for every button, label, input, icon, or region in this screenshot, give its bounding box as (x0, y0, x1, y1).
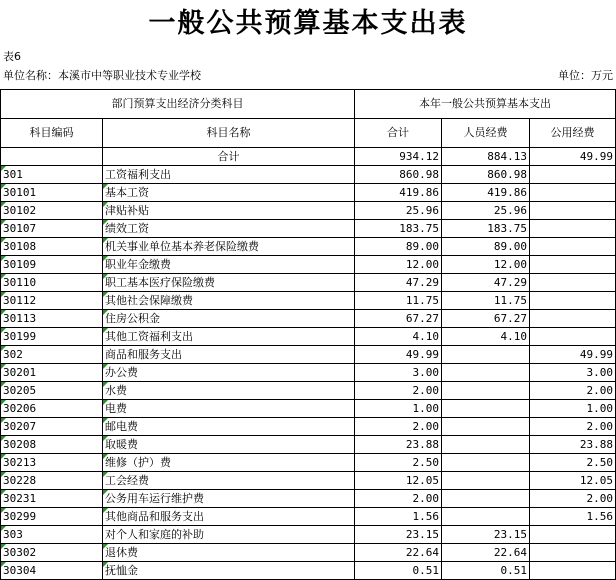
row-code-text: 30112 (3, 294, 37, 307)
row-personnel (442, 238, 530, 256)
row-total (355, 202, 442, 220)
table-row (1, 274, 616, 292)
cell-marker-icon (1, 562, 6, 567)
row-name (103, 328, 355, 346)
row-total-text: 25.96 (405, 204, 439, 217)
row-name (103, 256, 355, 274)
row-total-text: 860.98 (399, 168, 439, 181)
row-code-text: 30113 (3, 312, 37, 325)
row-code (1, 364, 103, 382)
header-code: 科目编码 (1, 119, 103, 148)
row-personnel-text: 860.98 (487, 168, 527, 181)
row-code-text: 30205 (3, 384, 37, 397)
row-public (530, 562, 616, 580)
row-total-text: 2.00 (412, 384, 439, 397)
cell-marker-icon (1, 346, 6, 351)
row-public-text: 2.50 (586, 456, 614, 469)
total-label: 合计 (103, 148, 355, 166)
row-total-text: 419.86 (399, 186, 439, 199)
row-total-text: 3.00 (412, 366, 439, 379)
cell-marker-icon (1, 274, 6, 279)
row-total (355, 490, 442, 508)
row-name (103, 238, 355, 256)
row-public-text: 49.99 (579, 348, 614, 361)
row-name-text: 职工基本医疗保险缴费 (105, 276, 215, 289)
cell-marker-icon (1, 472, 6, 477)
row-total (355, 454, 442, 472)
row-code (1, 454, 103, 472)
cell-marker-icon (1, 436, 6, 441)
row-code-text: 30228 (3, 474, 37, 487)
cell-marker-icon (103, 238, 108, 243)
table-row (1, 166, 616, 184)
cell-marker-icon (1, 418, 6, 423)
cell-marker-icon (103, 436, 108, 441)
header-group-row (1, 90, 616, 119)
row-name-text: 水费 (105, 384, 127, 397)
row-name-text: 公务用车运行维护费 (105, 492, 204, 505)
row-code (1, 400, 103, 418)
row-name (103, 544, 355, 562)
row-code-text: 30208 (3, 438, 37, 451)
row-public-text: 2.00 (586, 492, 614, 505)
row-personnel (442, 292, 530, 310)
row-total-text: 11.75 (405, 294, 439, 307)
row-total-text: 23.15 (405, 528, 439, 541)
row-total (355, 346, 442, 364)
row-personnel (442, 274, 530, 292)
row-name-text: 抚恤金 (105, 564, 138, 577)
row-total (355, 220, 442, 238)
row-name-text: 职业年金缴费 (105, 258, 171, 271)
unit-row (0, 68, 616, 84)
row-name-text: 基本工资 (105, 186, 149, 199)
row-total-text: 23.88 (405, 438, 439, 451)
row-code-text: 30201 (3, 366, 37, 379)
table-row (1, 346, 616, 364)
cell-marker-icon (1, 220, 6, 225)
row-name (103, 454, 355, 472)
row-total-text: 67.27 (405, 312, 439, 325)
row-code-text: 30101 (3, 186, 37, 199)
row-code (1, 256, 103, 274)
row-total-text: 2.00 (412, 420, 439, 433)
row-public (530, 310, 616, 328)
cell-marker-icon (1, 184, 6, 189)
row-code-text: 30109 (3, 258, 37, 271)
row-public (530, 166, 616, 184)
row-total (355, 292, 442, 310)
row-public (530, 328, 616, 346)
cell-marker-icon (1, 256, 6, 261)
row-name-text: 电费 (105, 402, 127, 415)
row-personnel-text: 12.00 (493, 258, 527, 271)
row-public (530, 472, 616, 490)
row-public (530, 382, 616, 400)
cell-marker-icon (103, 274, 108, 279)
row-code (1, 418, 103, 436)
total-personnel: 884.13 (442, 148, 530, 166)
row-public-text: 12.05 (579, 474, 614, 487)
header-economic-classification: 部门预算支出经济分类科目 (1, 90, 355, 119)
row-total-text: 0.51 (412, 564, 439, 577)
row-personnel-text: 11.75 (493, 294, 527, 307)
row-code-text: 30206 (3, 402, 37, 415)
cell-marker-icon (1, 166, 6, 171)
row-code (1, 328, 103, 346)
table-row (1, 364, 616, 382)
row-name-text: 商品和服务支出 (105, 348, 182, 361)
row-total-text: 47.29 (405, 276, 439, 289)
total-public: 49.99 (530, 148, 616, 166)
cell-marker-icon (1, 238, 6, 243)
row-total-text: 49.99 (405, 348, 439, 361)
row-public-text: 1.56 (586, 510, 614, 523)
cell-marker-icon (103, 202, 108, 207)
row-code (1, 274, 103, 292)
table-row (1, 220, 616, 238)
cell-marker-icon (103, 418, 108, 423)
row-personnel (442, 382, 530, 400)
row-personnel-text: 67.27 (493, 312, 527, 325)
row-code (1, 202, 103, 220)
row-public (530, 526, 616, 544)
row-public (530, 544, 616, 562)
row-personnel (442, 346, 530, 364)
cell-marker-icon (103, 490, 108, 495)
row-name (103, 202, 355, 220)
table-row (1, 418, 616, 436)
row-code (1, 436, 103, 454)
row-public-text: 1.00 (586, 402, 614, 415)
row-public (530, 454, 616, 472)
row-name (103, 382, 355, 400)
row-name (103, 310, 355, 328)
row-public (530, 256, 616, 274)
row-code (1, 472, 103, 490)
row-code-text: 30299 (3, 510, 37, 523)
header-basic-expenditure: 本年一般公共预算基本支出 (355, 90, 616, 119)
row-name (103, 364, 355, 382)
header-public: 公用经费 (530, 119, 616, 148)
row-name-text: 取暖费 (105, 438, 138, 451)
row-personnel-text: 23.15 (493, 528, 527, 541)
row-name-text: 住房公积金 (105, 312, 160, 325)
row-code (1, 292, 103, 310)
table-row (1, 508, 616, 526)
table-row (1, 382, 616, 400)
row-personnel (442, 454, 530, 472)
table-row (1, 328, 616, 346)
cell-marker-icon (1, 508, 6, 513)
table-row (1, 256, 616, 274)
header-column-row (1, 119, 616, 148)
row-code (1, 310, 103, 328)
row-name (103, 418, 355, 436)
row-code (1, 220, 103, 238)
row-personnel (442, 472, 530, 490)
row-name (103, 436, 355, 454)
row-code (1, 382, 103, 400)
row-name-text: 其他商品和服务支出 (105, 510, 204, 523)
row-total (355, 526, 442, 544)
row-total-text: 1.56 (412, 510, 439, 523)
row-personnel (442, 436, 530, 454)
cell-marker-icon (1, 310, 6, 315)
row-total (355, 166, 442, 184)
cell-marker-icon (103, 184, 108, 189)
row-public (530, 292, 616, 310)
cell-marker-icon (1, 292, 6, 297)
row-code (1, 508, 103, 526)
row-name-text: 退休费 (105, 546, 138, 559)
row-total (355, 544, 442, 562)
row-personnel-text: 0.51 (500, 564, 527, 577)
row-name-text: 津贴补贴 (105, 204, 149, 217)
total-code-cell (1, 148, 103, 166)
row-name (103, 166, 355, 184)
row-personnel (442, 310, 530, 328)
table-row (1, 184, 616, 202)
cell-marker-icon (1, 544, 6, 549)
row-name (103, 562, 355, 580)
row-name-text: 维修（护）费 (105, 456, 171, 469)
row-personnel (442, 526, 530, 544)
row-code (1, 184, 103, 202)
row-total (355, 472, 442, 490)
row-code (1, 238, 103, 256)
row-code (1, 346, 103, 364)
cell-marker-icon (1, 526, 6, 531)
row-personnel (442, 544, 530, 562)
table-row (1, 238, 616, 256)
row-total-text: 12.05 (405, 474, 439, 487)
row-public (530, 364, 616, 382)
page-title: 一般公共预算基本支出表 (148, 8, 468, 39)
row-public-text: 2.00 (586, 384, 614, 397)
row-personnel-text: 419.86 (487, 186, 527, 199)
row-personnel-text: 89.00 (493, 240, 527, 253)
row-personnel (442, 508, 530, 526)
row-total-text: 183.75 (399, 222, 439, 235)
table-number: 表6 (3, 50, 21, 63)
row-total (355, 382, 442, 400)
row-public (530, 418, 616, 436)
row-total-text: 12.00 (405, 258, 439, 271)
row-code-text: 302 (3, 348, 23, 361)
row-name-text: 机关事业单位基本养老保险缴费 (105, 240, 259, 253)
header-name: 科目名称 (103, 119, 355, 148)
row-code-text: 30108 (3, 240, 37, 253)
cell-marker-icon (103, 328, 108, 333)
row-code-text: 30199 (3, 330, 37, 343)
row-code-text: 30302 (3, 546, 37, 559)
row-total (355, 238, 442, 256)
row-name (103, 400, 355, 418)
cell-marker-icon (103, 544, 108, 549)
row-personnel (442, 400, 530, 418)
unit-label: 单位：万元 (558, 69, 613, 82)
table-row (1, 436, 616, 454)
cell-marker-icon (103, 508, 108, 513)
cell-marker-icon (103, 256, 108, 261)
cell-marker-icon (103, 292, 108, 297)
cell-marker-icon (103, 472, 108, 477)
row-personnel-text: 25.96 (493, 204, 527, 217)
row-personnel (442, 562, 530, 580)
row-name-text: 工资福利支出 (105, 168, 171, 181)
row-public-text: 23.88 (579, 438, 614, 451)
row-name-text: 绩效工资 (105, 222, 149, 235)
row-personnel (442, 202, 530, 220)
unit-name: 单位名称：本溪市中等职业技术专业学校 (3, 69, 201, 82)
row-public (530, 436, 616, 454)
row-name-text: 其他工资福利支出 (105, 330, 193, 343)
row-total (355, 310, 442, 328)
row-personnel (442, 220, 530, 238)
row-public (530, 274, 616, 292)
row-total (355, 256, 442, 274)
row-name-text: 工会经费 (105, 474, 149, 487)
cell-marker-icon (1, 328, 6, 333)
row-personnel (442, 364, 530, 382)
row-total (355, 400, 442, 418)
row-name-text: 邮电费 (105, 420, 138, 433)
row-personnel (442, 256, 530, 274)
row-public-text: 3.00 (586, 366, 614, 379)
row-total-text: 2.50 (412, 456, 439, 469)
row-personnel (442, 328, 530, 346)
row-code (1, 562, 103, 580)
cell-marker-icon (103, 562, 108, 567)
row-public (530, 490, 616, 508)
table-row (1, 472, 616, 490)
row-public (530, 184, 616, 202)
row-code (1, 526, 103, 544)
row-total-text: 4.10 (412, 330, 439, 343)
cell-marker-icon (103, 454, 108, 459)
row-public (530, 202, 616, 220)
row-total-text: 2.00 (412, 492, 439, 505)
row-name (103, 346, 355, 364)
row-total (355, 364, 442, 382)
table-row (1, 562, 616, 580)
cell-marker-icon (103, 364, 108, 369)
cell-marker-icon (1, 400, 6, 405)
row-name (103, 220, 355, 238)
row-code-text: 30231 (3, 492, 37, 505)
row-code-text: 30304 (3, 564, 37, 577)
row-total (355, 328, 442, 346)
row-personnel (442, 184, 530, 202)
row-code-text: 303 (3, 528, 23, 541)
total-sum: 934.12 (355, 148, 442, 166)
row-total-text: 89.00 (405, 240, 439, 253)
cell-marker-icon (1, 490, 6, 495)
row-total (355, 418, 442, 436)
row-name (103, 472, 355, 490)
row-code (1, 166, 103, 184)
cell-marker-icon (1, 382, 6, 387)
row-public-text: 2.00 (586, 420, 614, 433)
row-total-text: 22.64 (405, 546, 439, 559)
table-row (1, 292, 616, 310)
row-code-text: 30107 (3, 222, 37, 235)
row-public (530, 400, 616, 418)
row-total (355, 508, 442, 526)
cell-marker-icon (103, 310, 108, 315)
row-code-text: 30102 (3, 204, 37, 217)
row-code (1, 490, 103, 508)
row-personnel (442, 490, 530, 508)
row-code (1, 544, 103, 562)
row-name (103, 490, 355, 508)
row-total (355, 184, 442, 202)
row-name-text: 对个人和家庭的补助 (105, 528, 204, 541)
table-row (1, 490, 616, 508)
table-row (1, 454, 616, 472)
cell-marker-icon (1, 202, 6, 207)
row-name (103, 508, 355, 526)
cell-marker-icon (1, 454, 6, 459)
row-code-text: 30213 (3, 456, 37, 469)
cell-marker-icon (103, 220, 108, 225)
total-row (1, 148, 616, 166)
row-personnel-text: 22.64 (493, 546, 527, 559)
row-name (103, 292, 355, 310)
row-total-text: 1.00 (412, 402, 439, 415)
row-name (103, 184, 355, 202)
row-public (530, 346, 616, 364)
row-personnel-text: 47.29 (493, 276, 527, 289)
table-row (1, 526, 616, 544)
header-total: 合计 (355, 119, 442, 148)
row-code-text: 30207 (3, 420, 37, 433)
cell-marker-icon (103, 382, 108, 387)
row-personnel-text: 4.10 (500, 330, 527, 343)
budget-table (0, 89, 616, 580)
row-total (355, 436, 442, 454)
row-personnel-text: 183.75 (487, 222, 527, 235)
table-row (1, 202, 616, 220)
row-name-text: 办公费 (105, 366, 138, 379)
table-row (1, 400, 616, 418)
row-public (530, 220, 616, 238)
row-name (103, 526, 355, 544)
header-personnel: 人员经费 (442, 119, 530, 148)
cell-marker-icon (1, 364, 6, 369)
row-total (355, 274, 442, 292)
row-personnel (442, 418, 530, 436)
row-code-text: 301 (3, 168, 23, 181)
row-name (103, 274, 355, 292)
row-public (530, 238, 616, 256)
row-name-text: 其他社会保障缴费 (105, 294, 193, 307)
row-public (530, 508, 616, 526)
row-personnel (442, 166, 530, 184)
row-code-text: 30110 (3, 276, 37, 289)
table-row (1, 310, 616, 328)
cell-marker-icon (103, 400, 108, 405)
table-row (1, 544, 616, 562)
row-total (355, 562, 442, 580)
